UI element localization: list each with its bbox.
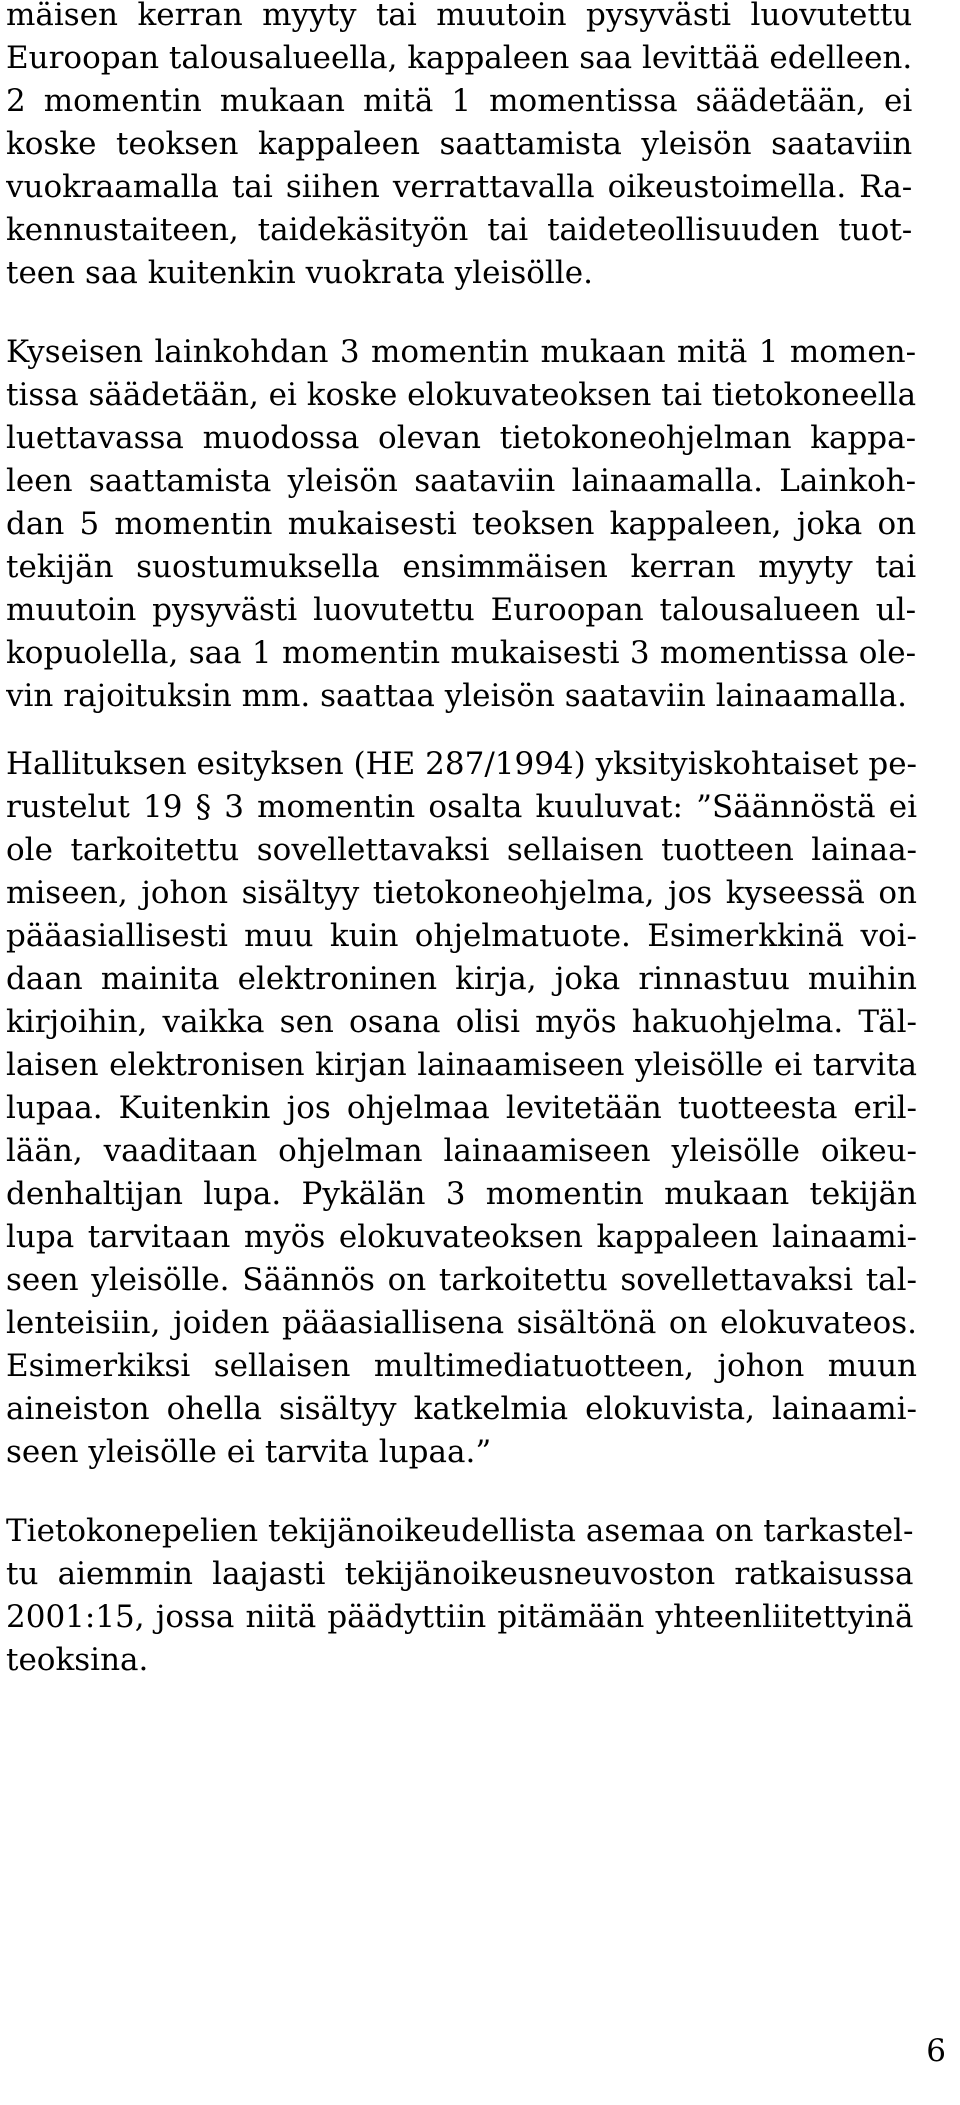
paragraph-2 <box>6 331 916 718</box>
text-line: teen saa kuitenkin vuokrata yleisölle. <box>6 255 593 291</box>
text-line: Esimerkiksi sellaisen multimediatuotteen, johon muun <box>6 1348 918 1384</box>
text-line: laisen elektronisen kirjan lainaamiseen yleisölle ei tarvita <box>6 1047 918 1083</box>
text-line: pääasiallisesti muu kuin ohjelmatuote. Esimerkkinä voi- <box>6 918 918 954</box>
text-line: kennustaiteen, taidekäsityön tai taideteollisuuden tuot- <box>6 212 913 248</box>
text-line: seen yleisölle. Säännös on tarkoitettu sovellettavaksi tal- <box>6 1262 918 1298</box>
text-line: dan 5 momentin mukaisesti teoksen kappaleen, joka on <box>6 506 917 542</box>
text-line: lupaa. Kuitenkin jos ohjelmaa levitetään tuotteesta eril- <box>6 1090 918 1126</box>
text-line: lään, vaaditaan ohjelman lainaamiseen yleisölle oikeu- <box>6 1133 918 1169</box>
paragraph-3 <box>6 743 917 1474</box>
text-line: denhaltijan lupa. Pykälän 3 momentin mukaan tekijän <box>6 1176 918 1212</box>
text-line: rustelut 19 § 3 momentin osalta kuuluvat: ”Säännöstä ei <box>6 789 918 825</box>
text-line: vuokraamalla tai siihen verrattavalla oikeustoimella. Ra- <box>6 169 913 205</box>
text-line: vin rajoituksin mm. saattaa yleisön saataviin lainaamalla. <box>6 678 908 714</box>
text-line: 2001:15, jossa niitä päädyttiin pitämään yhteenliitettyinä <box>6 1599 914 1635</box>
text-line: tu aiemmin laajasti tekijänoikeusneuvoston ratkaisussa <box>6 1556 914 1592</box>
paragraph-1 <box>6 0 912 295</box>
text-line: miseen, johon sisältyy tietokoneohjelma, jos kyseessä on <box>6 875 918 911</box>
text-line: tekijän suostumuksella ensimmäisen kerran myyty tai <box>6 549 917 585</box>
paragraph-4 <box>6 1510 913 1682</box>
page-number: 6 <box>926 2033 946 2069</box>
text-line: seen yleisölle ei tarvita lupaa.” <box>6 1434 492 1470</box>
text-line: Kyseisen lainkohdan 3 momentin mukaan mitä 1 momen- <box>6 334 917 370</box>
text-line: lupa tarvitaan myös elokuvateoksen kappaleen lainaami- <box>6 1219 918 1255</box>
text-line: aineiston ohella sisältyy katkelmia elokuvista, lainaami- <box>6 1391 918 1427</box>
text-line: daan mainita elektroninen kirja, joka rinnastuu muihin <box>6 961 918 997</box>
text-line: kirjoihin, vaikka sen osana olisi myös hakuohjelma. Täl- <box>6 1004 918 1040</box>
text-line: lenteisiin, joiden pääasiallisena sisältönä on elokuvateos. <box>6 1305 918 1341</box>
text-line: 2 momentin mukaan mitä 1 momentissa säädetään, ei <box>6 83 913 119</box>
text-line: mäisen kerran myyty tai muutoin pysyvästi luovutettu <box>6 0 913 33</box>
text-line: kopuolella, saa 1 momentin mukaisesti 3 momentissa ole- <box>6 635 917 671</box>
text-line: leen saattamista yleisön saataviin lainaamalla. Lainkoh- <box>6 463 917 499</box>
text-line: Euroopan talousalueella, kappaleen saa levittää edelleen. <box>6 40 913 76</box>
text-line: muutoin pysyvästi luovutettu Euroopan talousalueen ul- <box>6 592 917 628</box>
text-line: tissa säädetään, ei koske elokuvateoksen tai tietokoneella <box>6 377 917 413</box>
text-line: teoksina. <box>6 1642 149 1678</box>
text-line: koske teoksen kappaleen saattamista yleisön saataviin <box>6 126 913 162</box>
text-line: Hallituksen esityksen (HE 287/1994) yksityiskohtaiset pe- <box>6 746 918 782</box>
text-line: ole tarkoitettu sovellettavaksi sellaisen tuotteen lainaa- <box>6 832 918 868</box>
text-line: luettavassa muodossa olevan tietokoneohjelman kappa- <box>6 420 917 456</box>
text-line: Tietokonepelien tekijänoikeudellista asemaa on tarkastel- <box>6 1513 914 1549</box>
